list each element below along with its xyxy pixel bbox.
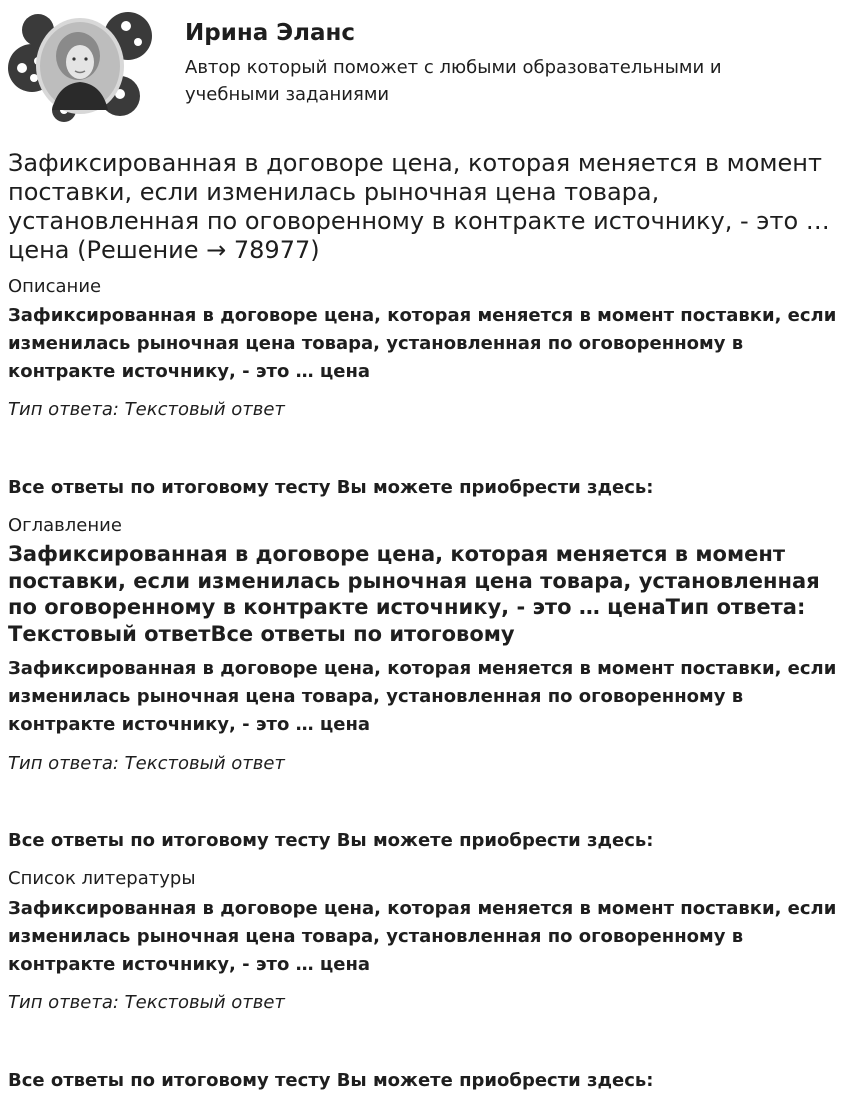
literature-label: Список литературы	[8, 868, 196, 889]
toc-buy-note: Все ответы по итоговому тесту Вы можете приобрести здесь:	[8, 830, 654, 851]
page-title: Зафиксированная в договоре цена, которая меняется в момент поставки, если изменилась рыночная цена товара, установленная по оговоренному в контракте источнику, - это … цена (Решение → 78977)	[8, 149, 830, 264]
literature-buy-note: Все ответы по итоговому тесту Вы можете приобрести здесь:	[8, 1070, 654, 1091]
description-answer-type: Тип ответа: Текстовый ответ	[8, 399, 285, 420]
author-block	[8, 6, 838, 128]
toc-label: Оглавление	[8, 515, 122, 536]
author-avatar	[8, 6, 152, 126]
toc-title: Зафиксированная в договоре цена, которая меняется в момент поставки, если изменилась рыночная цена товара, установленная по оговоренному в контракте источнику, - это … ценаТип ответа: Текстовый ответВсе ответы по итоговому	[8, 542, 820, 646]
description-label: Описание	[8, 276, 102, 297]
author-name[interactable]: Ирина Эланс	[185, 20, 356, 46]
literature-answer-type: Тип ответа: Текстовый ответ	[8, 992, 285, 1013]
literature-question: Зафиксированная в договоре цена, которая меняется в момент поставки, если изменилась рыночная цена товара, установленная по оговоренному в контракте источнику, - это … цена	[8, 898, 837, 975]
description-buy-note: Все ответы по итоговому тесту Вы можете приобрести здесь:	[8, 477, 654, 498]
author-description: Автор который поможет с любыми образовательными и учебными заданиями	[185, 57, 722, 105]
toc-question: Зафиксированная в договоре цена, которая меняется в момент поставки, если изменилась рыночная цена товара, установленная по оговоренному в контракте источнику, - это … цена	[8, 658, 837, 735]
toc-answer-type: Тип ответа: Текстовый ответ	[8, 753, 285, 774]
description-question: Зафиксированная в договоре цена, которая меняется в момент поставки, если изменилась рыночная цена товара, установленная по оговоренному в контракте источнику, - это … цена	[8, 305, 837, 382]
